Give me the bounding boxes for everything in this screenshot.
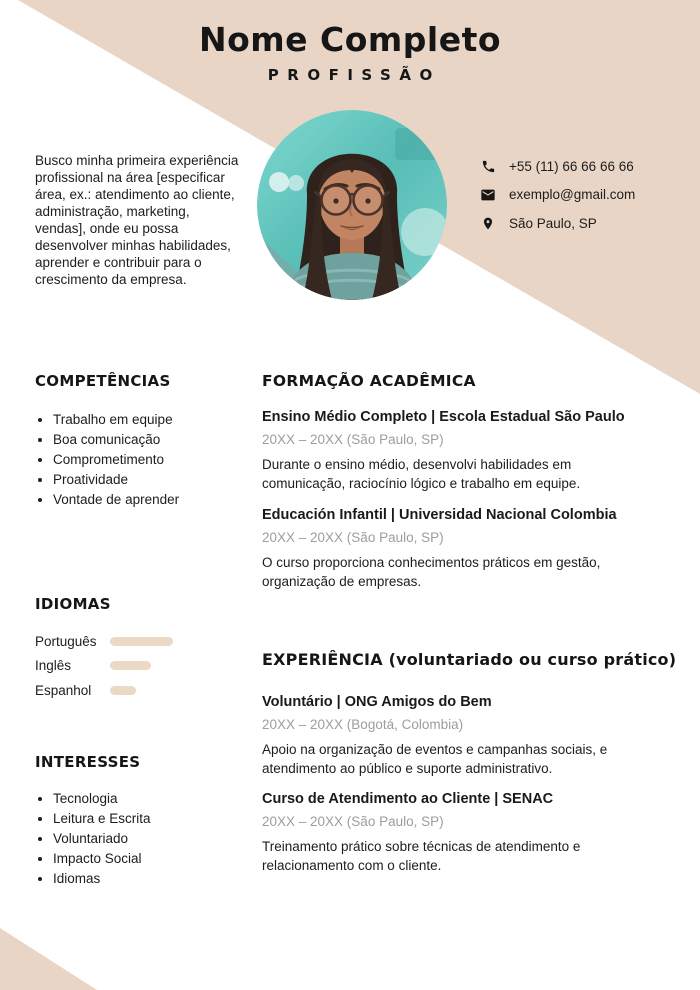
location-text: São Paulo, SP [509,215,597,231]
experience-entry [262,790,697,875]
education-title: Ensino Médio Completo | Escola Estadual São Paulo [262,409,625,425]
contact-location-row [480,209,635,238]
education-description: O curso proporciona conhecimentos práticos em gestão, organização de empresas. [262,555,601,589]
interest-item: • Voluntariado [53,829,151,849]
idiomas-heading: IDIOMAS [35,595,111,613]
language-label: Inglês [35,658,72,674]
experiencia-heading: EXPERIÊNCIA (voluntariado ou curso prático) [262,650,677,669]
contact-block [480,152,635,238]
language-label: Espanhol [35,682,92,698]
education-period: 20XX – 20XX (São Paulo, SP) [262,432,444,447]
language-level-bar [110,637,173,646]
profession-subtitle: PROFISSÃO [267,66,441,84]
interest-item: • Impacto Social [53,849,151,869]
experience-period: 20XX – 20XX (Bogotá, Colombia) [262,717,464,732]
interesses-heading: INTERESSES [35,753,141,771]
experience-entry [262,693,697,778]
languages-block [35,629,250,703]
competencias-list [35,410,179,510]
location-icon [480,215,496,231]
experience-description: Treinamento prático sobre técnicas de atendimento e relacionamento com o cliente. [262,839,581,873]
footer-corner-shape [0,928,97,990]
phone-number: +55 (11) 66 66 66 66 [509,158,634,174]
language-row [35,678,250,703]
education-entry [262,408,697,493]
language-level-bar [110,661,151,670]
skill-item: • Vontade de aprender [53,490,179,510]
language-level-bar [110,686,136,695]
skill-item: • Comprometimento [53,450,179,470]
interest-item: • Tecnologia [53,789,151,809]
profile-photo [257,110,447,300]
experience-title: Curso de Atendimento ao Cliente | SENAC [262,791,554,807]
interest-item: • Leitura e Escrita [53,809,151,829]
email-icon [480,187,496,203]
email-address: exemplo@gmail.com [509,187,636,203]
education-entry [262,506,697,591]
education-period: 20XX – 20XX (São Paulo, SP) [262,530,444,545]
skill-item: • Proatividade [53,470,179,490]
education-title: Educación Infantil | Universidad Nacional Colombia [262,507,617,523]
portrait-illustration [257,110,447,300]
language-label: Português [35,633,97,649]
experience-description: Apoio na organização de eventos e campanhas sociais, e atendimento ao público e suporte administrativo. [262,742,608,776]
education-description: Durante o ensino médio, desenvolvi habilidades em comunicação, raciocínio lógico e trabalho em equipe. [262,457,581,491]
interesses-list [35,789,151,889]
language-row [35,654,250,679]
interest-item: • Idiomas [53,869,151,889]
objective-text: Busco minha primeira experiência profissional na área [especificar área, ex.: atendimento ao cliente, administração, marketing, vendas], onde eu possa desenvolver minhas habilidades, aprender e contribuir para o crescimento da empresa. [35,153,239,287]
skill-item: • Trabalho em equipe [53,410,179,430]
experience-period: 20XX – 20XX (São Paulo, SP) [262,814,444,829]
name-title: Nome Completo [198,20,502,59]
phone-icon [480,158,496,174]
contact-email-row [480,181,635,210]
skill-item: • Boa comunicação [53,430,179,450]
language-row [35,629,250,654]
contact-phone-row [480,152,635,181]
competencias-heading: COMPETÊNCIAS [35,372,171,390]
experience-title: Voluntário | ONG Amigos do Bem [262,694,492,710]
formacao-heading: FORMAÇÃO ACADÊMICA [262,372,476,390]
